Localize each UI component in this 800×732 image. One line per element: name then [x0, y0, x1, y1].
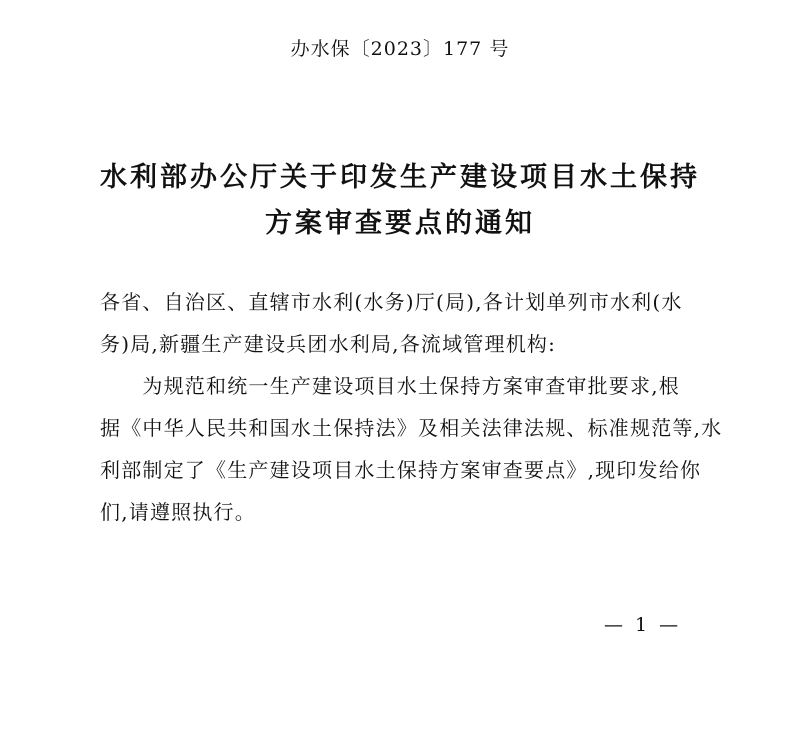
- body-paragraph-line-3: 利部制定了《生产建设项目水土保持方案审查要点》,现印发给你: [100, 458, 702, 482]
- document-number: 办水保〔2023〕177 号: [290, 38, 510, 60]
- document-title-line-2: 方案审查要点的通知: [265, 208, 535, 239]
- addressee-line-1: 各省、自治区、直辖市水利(水务)厅(局),各计划单列市水利(水: [100, 290, 683, 314]
- body-paragraph-line-2: 据《中华人民共和国水土保持法》及相关法律法规、标准规范等,水: [100, 416, 723, 440]
- body-paragraph-line-1: 为规范和统一生产建设项目水土保持方案审查审批要求,根: [100, 374, 680, 398]
- addressee-line-2: 务)局,新疆生产建设兵团水利局,各流域管理机构:: [100, 332, 557, 356]
- document-title-line-1: 水利部办公厅关于印发生产建设项目水土保持: [100, 162, 700, 193]
- page-number: — 1 —: [604, 614, 682, 636]
- body-paragraph-line-4: 们,请遵照执行。: [100, 500, 256, 524]
